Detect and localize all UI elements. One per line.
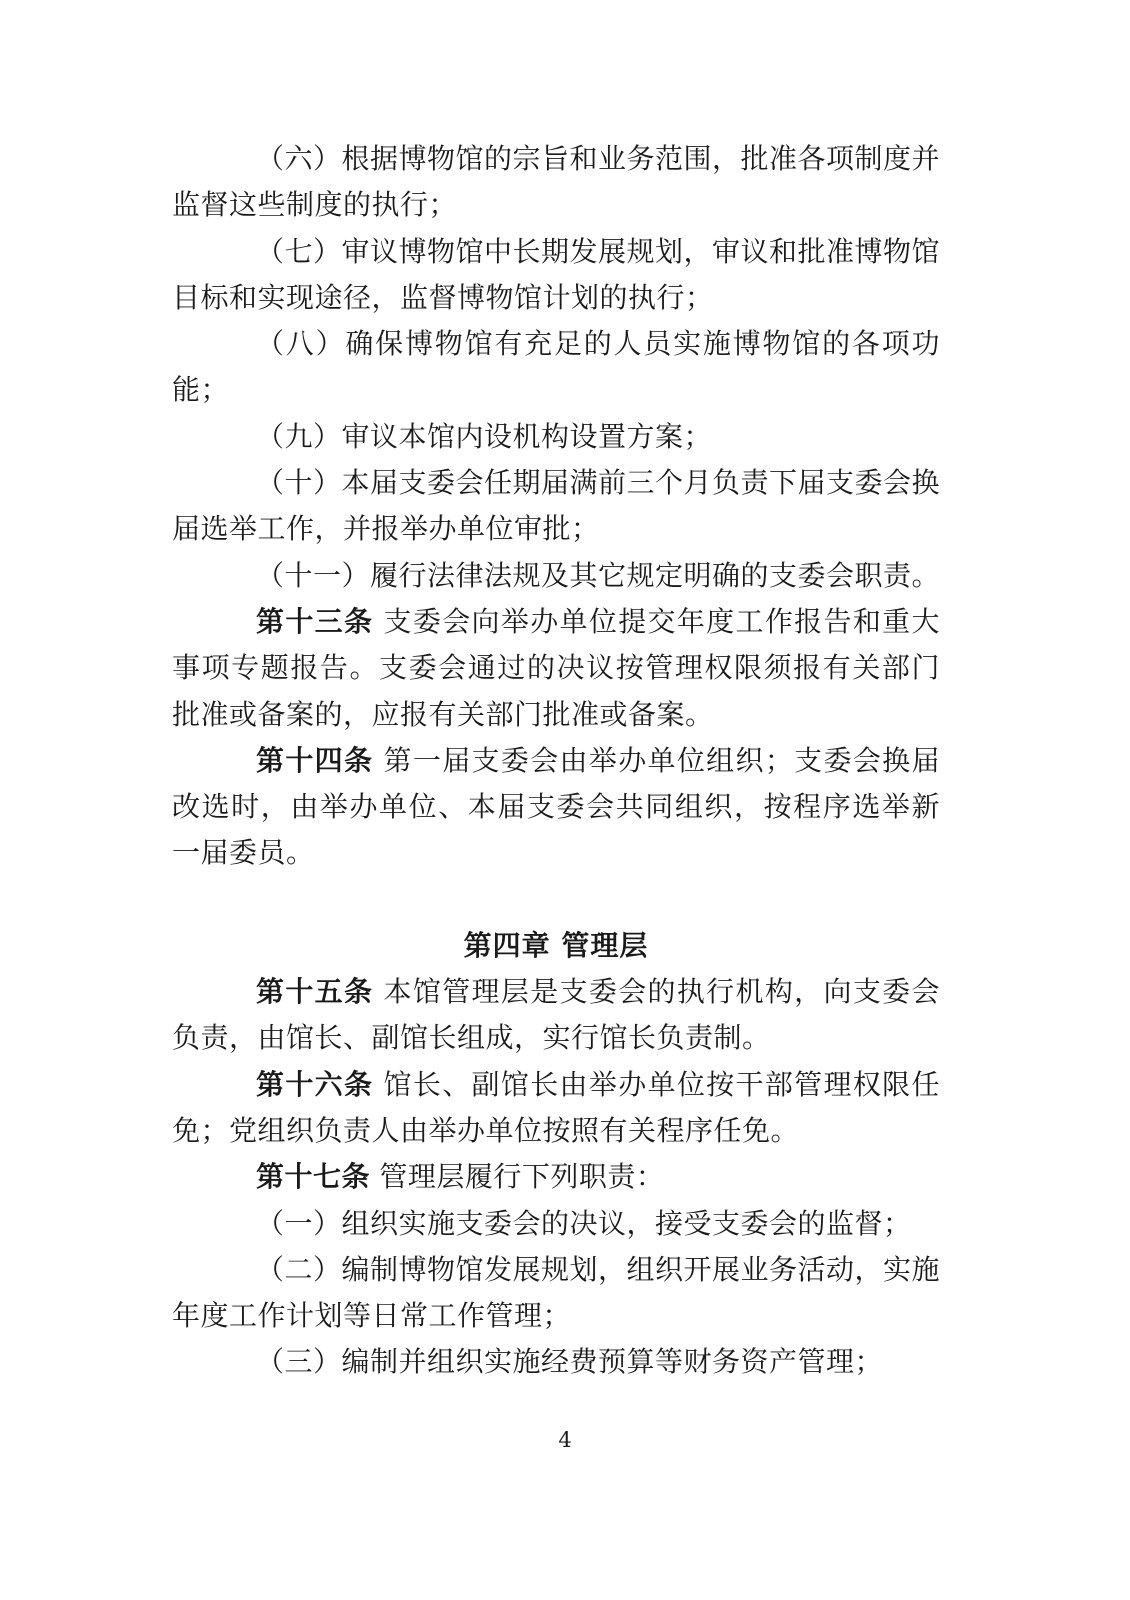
- clause-paragraph: [172, 321, 940, 414]
- paragraph-text: （八）确保博物馆有充足的人员实施博物馆的各项功能；: [172, 327, 940, 407]
- paragraph-text: （二）编制博物馆发展规划，组织开展业务活动，实施年度工作计划等日常工作管理；: [172, 1252, 941, 1333]
- clause-paragraph: [172, 229, 940, 322]
- article-heading: 第十五条: [256, 975, 374, 1009]
- chapter-title: 第四章 管理层: [463, 928, 649, 962]
- article-paragraph: [172, 969, 940, 1062]
- paragraph-text: 本馆管理层是支委会的执行机构，向支委会负责，由馆长、副馆长组成，实行馆长负责制。: [172, 975, 940, 1055]
- paragraph-text: （六）根据博物馆的宗旨和业务范围，批准各项制度并监督这些制度的执行；: [172, 142, 941, 222]
- page-number: 4: [558, 1428, 572, 1452]
- article-paragraph: [172, 1154, 940, 1200]
- clause-paragraph: [172, 1201, 940, 1247]
- document-body: [172, 136, 940, 1386]
- paragraph-text: （三）编制并组织实施经费预算等财务资产管理；: [256, 1345, 884, 1379]
- paragraph-text: （七）审议博物馆中长期发展规划，审议和批准博物馆目标和实现途径，监督博物馆计划的执行；: [172, 234, 941, 314]
- clause-paragraph: [172, 553, 940, 599]
- paragraph-text: 第一届支委会由举办单位组织；支委会换届改选时，由举办单位、本届支委会共同组织，按程序选举新一届委员。: [172, 743, 940, 870]
- article-heading: 第十三条: [256, 604, 374, 638]
- article-heading: 第十四条: [256, 743, 374, 777]
- article-heading: 第十六条: [256, 1067, 374, 1101]
- paragraph-text: 馆长、副馆长由举办单位按干部管理权限任免；党组织负责人由举办单位按照有关程序任免。: [172, 1067, 940, 1147]
- clause-paragraph: [172, 1247, 940, 1340]
- paragraph-text: 支委会向举办单位提交年度工作报告和重大事项专题报告。支委会通过的决议按管理权限须报有关部门批准或备案的，应报有关部门批准或备案。: [172, 604, 940, 731]
- article-paragraph: [172, 599, 940, 738]
- paragraph-text: （十一）履行法律法规及其它规定明确的支委会职责。: [256, 558, 941, 592]
- clause-paragraph: [172, 136, 940, 229]
- article-paragraph: [172, 1062, 940, 1155]
- article-heading: 第十七条: [256, 1160, 371, 1194]
- clause-paragraph: [172, 1339, 940, 1385]
- paragraph-text: （一）组织实施支委会的决议，接受支委会的监督；: [256, 1206, 912, 1240]
- paragraph-text: 管理层履行下列职责：: [370, 1160, 665, 1194]
- paragraph-text: （十）本届支委会任期届满前三个月负责下届支委会换届选举工作，并报举办单位审批；: [172, 466, 941, 546]
- clause-paragraph: [172, 414, 940, 460]
- paragraph-text: （九）审议本馆内设机构设置方案；: [256, 419, 713, 453]
- article-paragraph: [172, 738, 940, 877]
- clause-paragraph: [172, 460, 940, 553]
